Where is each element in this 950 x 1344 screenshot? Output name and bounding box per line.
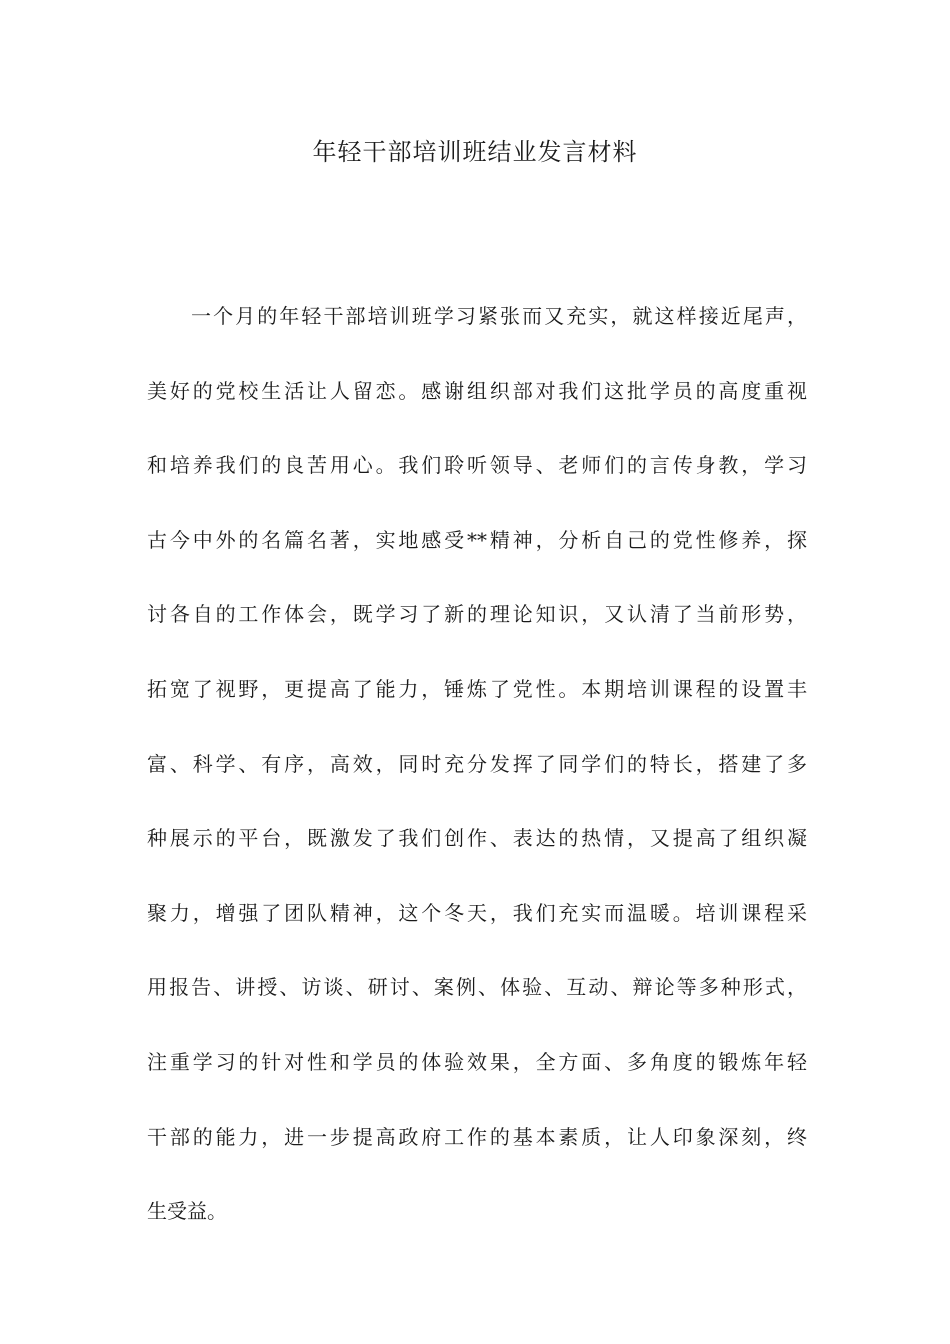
body-line: 聚力，增强了团队精神，这个冬天，我们充实而温暖。培训课程采 [147, 900, 807, 925]
body-line: 和培养我们的良苦用心。我们聆听领导、老师们的言传身教，学习 [147, 453, 807, 478]
body-line: 种展示的平台，既激发了我们创作、表达的热情，又提高了组织凝 [147, 826, 807, 851]
body-line: 美好的党校生活让人留恋。感谢组织部对我们这批学员的高度重视 [147, 378, 807, 403]
document-body [147, 279, 807, 1249]
document-title: 年轻干部培训班结业发言材料 [312, 138, 638, 166]
body-line: 富、科学、有序，高效，同时充分发挥了同学们的特长，搭建了多 [147, 751, 807, 776]
body-line: 用报告、讲授、访谈、研讨、案例、体验、互动、辩论等多种形式， [147, 975, 807, 1000]
body-line: 生受益。 [147, 1199, 227, 1224]
body-line: 注重学习的针对性和学员的体验效果，全方面、多角度的锻炼年轻 [147, 1049, 807, 1074]
body-line: 一个月的年轻干部培训班学习紧张而又充实，就这样接近尾声， [191, 304, 807, 328]
body-line: 古今中外的名篇名著，实地感受**精神，分析自己的党性修养，探 [147, 527, 807, 552]
body-line: 拓宽了视野，更提高了能力，锤炼了党性。本期培训课程的设置丰 [147, 676, 807, 701]
body-line: 讨各自的工作体会，既学习了新的理论知识，又认清了当前形势， [147, 602, 807, 627]
body-line: 干部的能力，进一步提高政府工作的基本素质，让人印象深刻，终 [147, 1124, 807, 1149]
